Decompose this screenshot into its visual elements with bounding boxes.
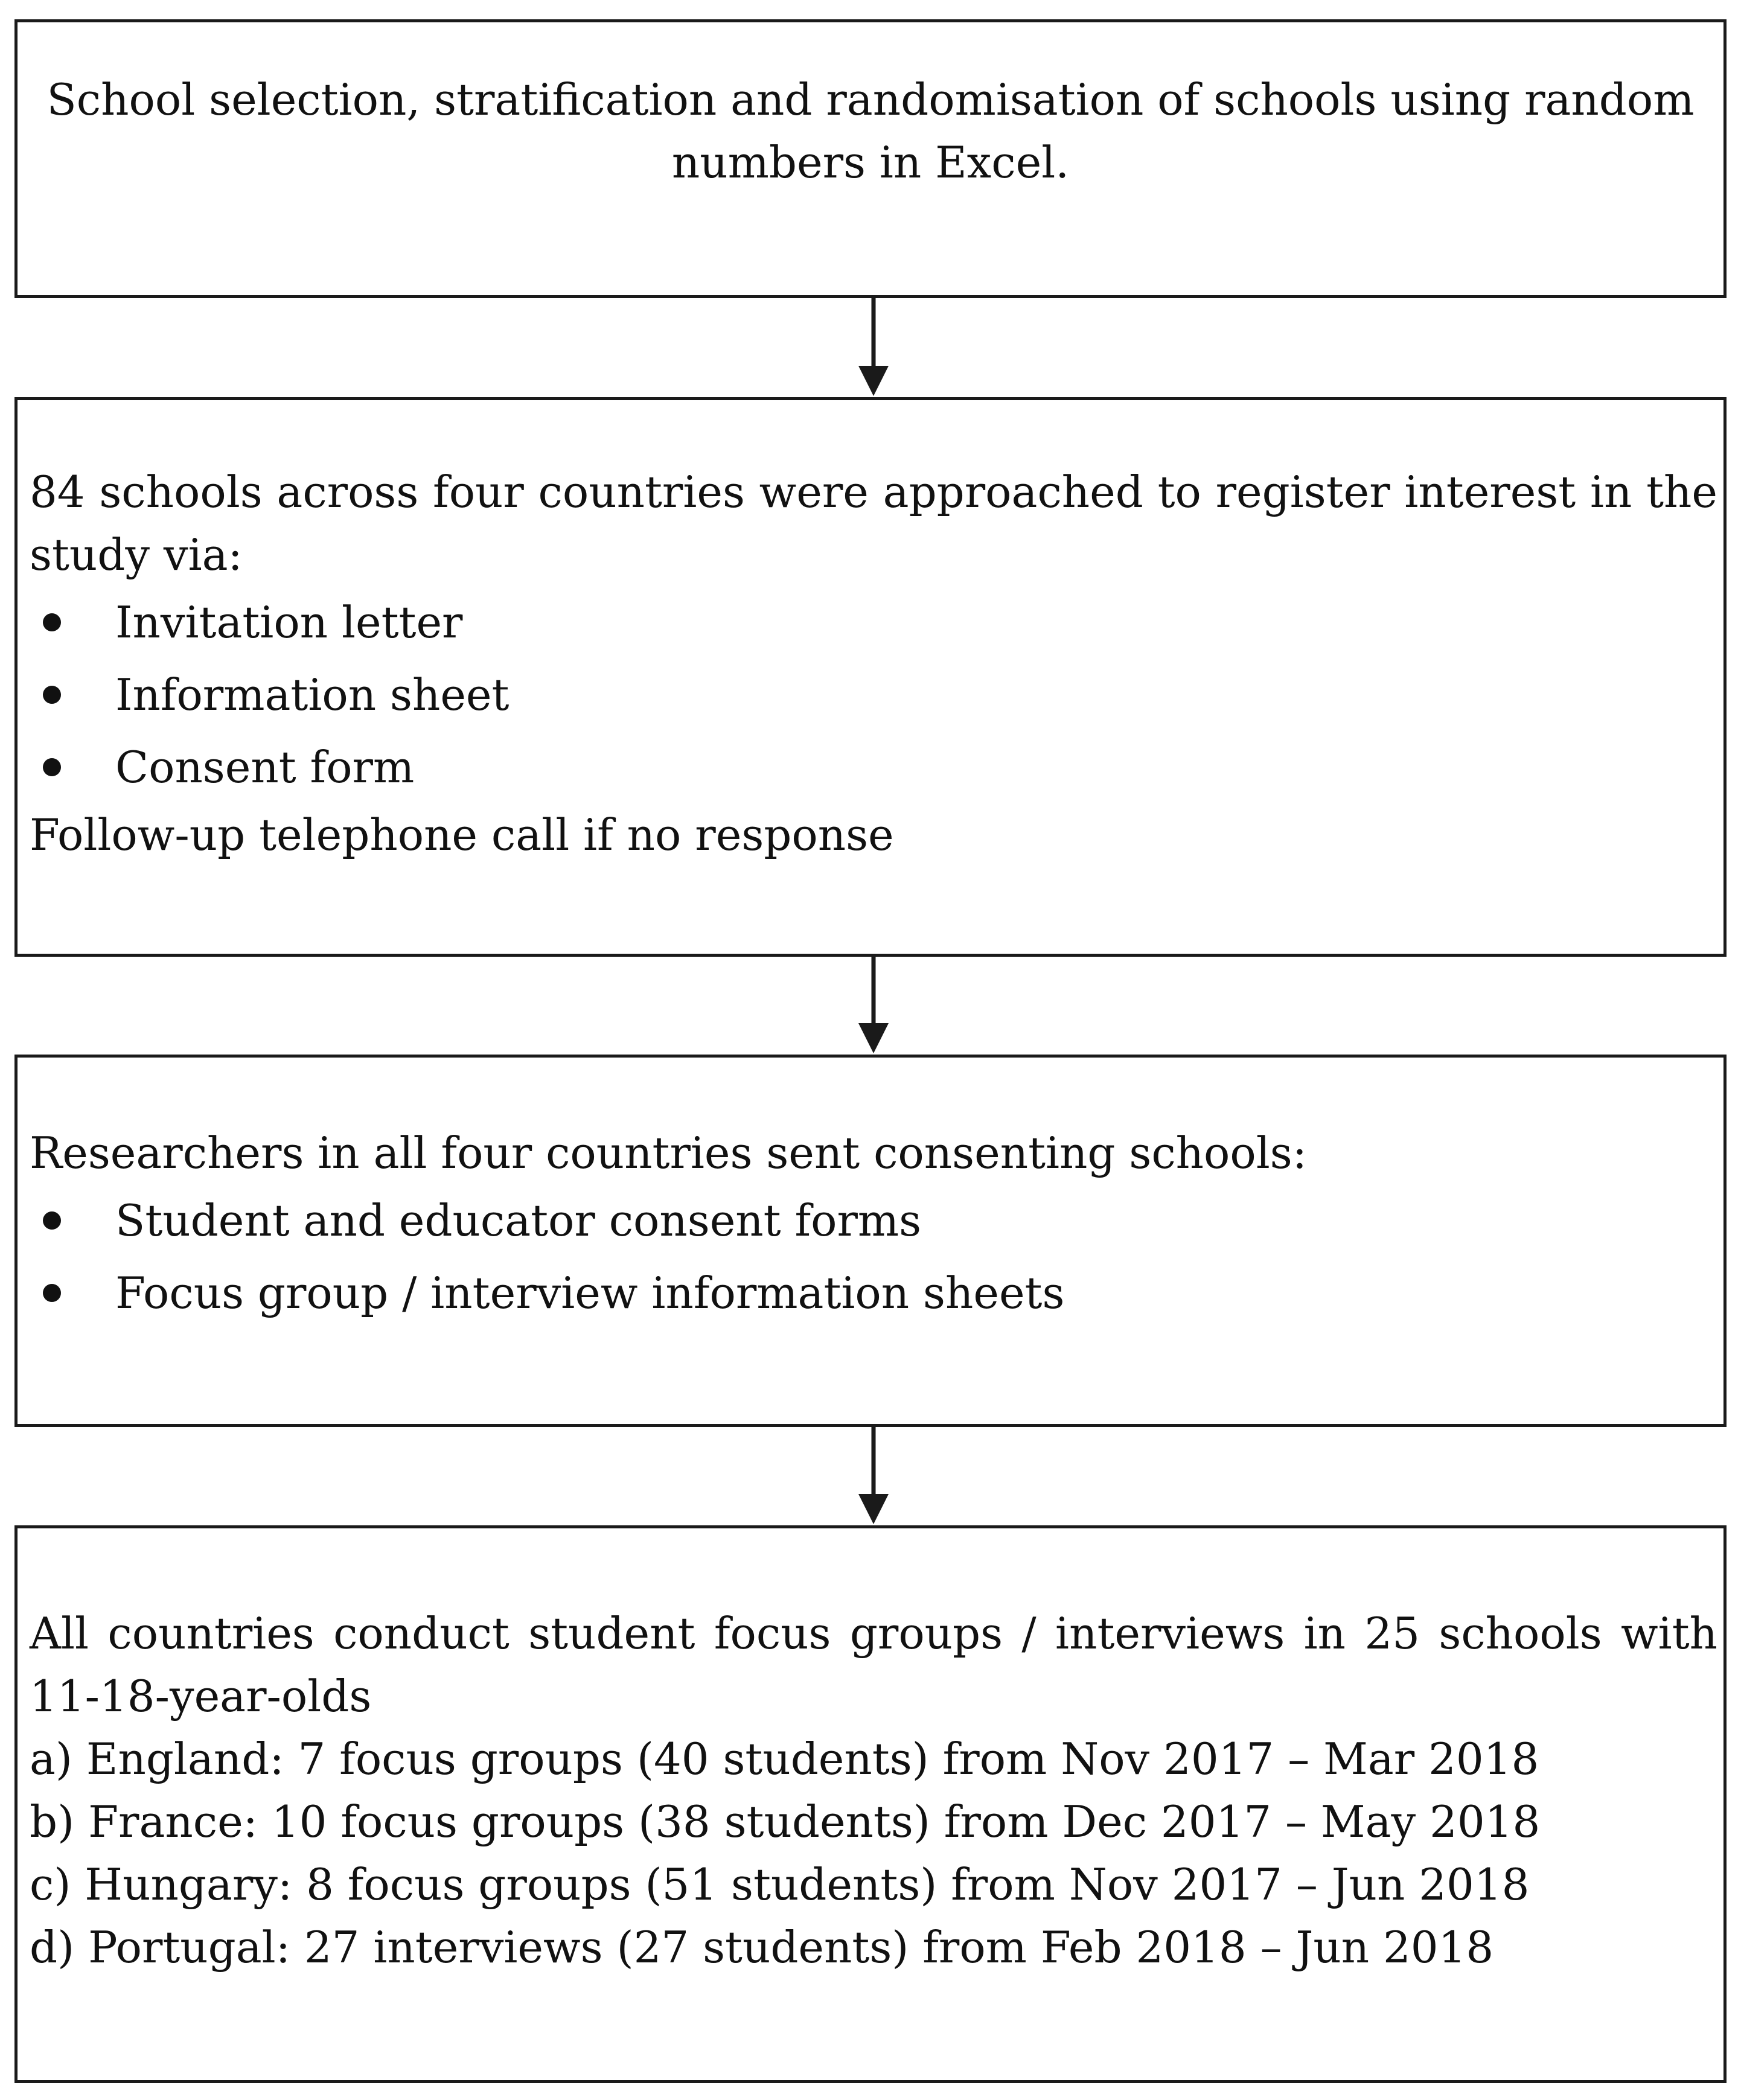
step1-line-1: School selection, stratification and randomisation of schools using random	[46, 74, 1695, 125]
step1-line-2: numbers in Excel.	[671, 137, 1070, 188]
step3-bullet-item	[30, 1257, 1717, 1329]
arrow-down-2	[857, 957, 890, 1055]
bullet-dot-icon	[43, 1211, 61, 1230]
flow-step-1-selection	[14, 19, 1727, 298]
step4-intro-line-1: All countries conduct student focus groups / interviews in 25 schools with	[30, 1608, 1717, 1659]
step2-bullet-text: Consent form	[115, 742, 415, 793]
bullet-dot-icon	[43, 686, 61, 704]
step2-intro-line-1: 84 schools across four countries were approached to register interest in the	[30, 467, 1717, 517]
step2-bullet-item	[30, 586, 1717, 659]
bullet-dot-icon	[43, 1284, 61, 1302]
step2-bullet-item	[30, 731, 1717, 803]
bullet-dot-icon	[43, 613, 61, 631]
step4-intro-line-2: 11-18-year-olds	[30, 1671, 372, 1722]
arrow-down-1	[857, 298, 890, 397]
step3-bullet-text: Student and educator consent forms	[115, 1195, 922, 1246]
step2-bullet-text: Invitation letter	[115, 597, 463, 648]
step2-bullet-text: Information sheet	[115, 669, 510, 720]
step3-bullet-item	[30, 1184, 1717, 1257]
arrow-down-3	[857, 1427, 890, 1525]
step4-item-england: a) England: 7 focus groups (40 students) from Nov 2017 – Mar 2018	[30, 1734, 1539, 1784]
bullet-dot-icon	[43, 758, 61, 776]
step4-item-portugal: d) Portugal: 27 interviews (27 students) from Feb 2018 – Jun 2018	[30, 1922, 1494, 1973]
step3-bullet-text: Focus group / interview information sheets	[115, 1268, 1065, 1318]
step2-bullet-item	[30, 659, 1717, 731]
flow-step-4-data-collection	[14, 1525, 1727, 2083]
step3-intro: Researchers in all four countries sent consenting schools:	[30, 1128, 1307, 1178]
step2-intro-line-2: study via:	[30, 529, 243, 580]
flow-step-3-consent	[14, 1055, 1727, 1427]
step4-item-france: b) France: 10 focus groups (38 students) from Dec 2017 – May 2018	[30, 1796, 1541, 1847]
step4-item-hungary: c) Hungary: 8 focus groups (51 students) from Nov 2017 – Jun 2018	[30, 1859, 1530, 1910]
step2-footer: Follow-up telephone call if no response	[30, 809, 894, 860]
flow-step-2-recruitment	[14, 397, 1727, 957]
